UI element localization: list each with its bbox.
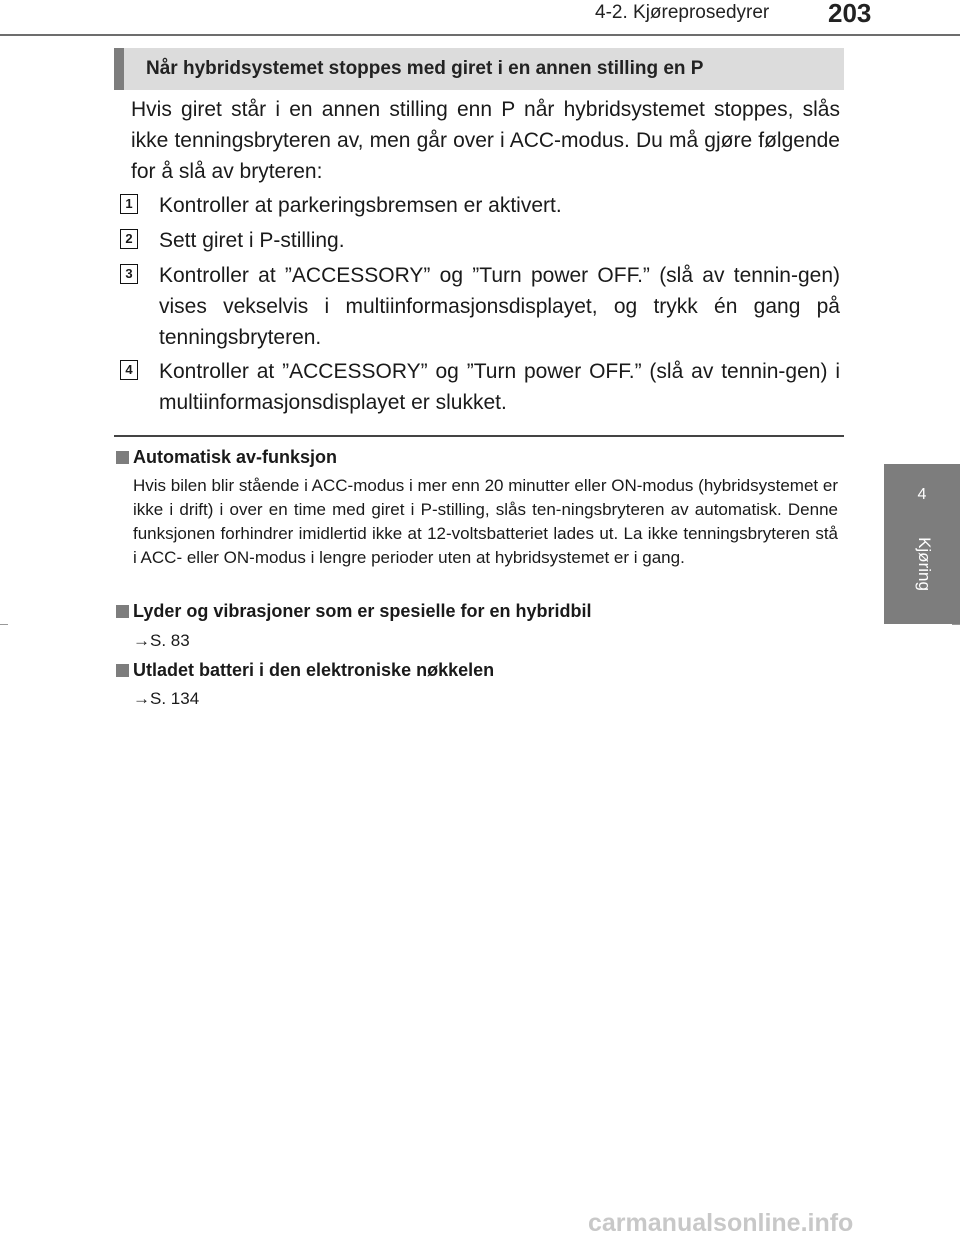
bullet-square-icon xyxy=(116,451,129,464)
section-title-bar xyxy=(114,48,844,90)
crop-mark-right xyxy=(952,624,960,625)
step-number-2: 2 xyxy=(120,229,138,249)
page-reference-link[interactable]: →S. 83 xyxy=(133,631,190,650)
bullet-square-icon xyxy=(116,605,129,618)
step-text-1: Kontroller at parkeringsbremsen er aktivert. xyxy=(159,194,562,217)
chapter-number: 4 xyxy=(917,486,927,503)
chapter-label: Kjøring xyxy=(915,537,934,591)
header-rule xyxy=(0,34,960,36)
note-body-auto-off: Hvis bilen blir stående i ACC-modus i mer enn 20 minutter eller ON-modus (hybridsystemet er ikke i drift) i over en time med giret i P-stilling, slås ten-ningsbryteren av automatisk. Denne funksjonen forhindrer imidlertid ikke at 12-voltsbatteriet lades ut. La ikke tenningsbryteren stå i ACC- eller ON-modus i lengre perioder uten at hybridsystemet er i gang. xyxy=(133,476,838,567)
page-number: 203 xyxy=(828,0,872,28)
section-title: Når hybridsystemet stoppes med giret i en annen stilling en P xyxy=(146,58,704,79)
step-text-4: Kontroller at ”ACCESSORY” og ”Turn power OFF.” (slå av tennin-gen) i multiinformasjonsdisplayet er slukket. xyxy=(159,360,840,414)
header-section-title: 4-2. Kjøreprosedyrer xyxy=(595,2,770,23)
step-text-3: Kontroller at ”ACCESSORY” og ”Turn power OFF.” (slå av tennin-gen) vises vekselvis i multiinformasjonsdisplayet, og trykk én gang på tenningsbryteren. xyxy=(159,264,840,349)
note-title-sounds: Lyder og vibrasjoner som er spesielle for en hybridbil xyxy=(133,601,592,621)
step-number-1: 1 xyxy=(120,194,138,214)
section-divider xyxy=(114,435,844,437)
watermark: carmanualsonline.info xyxy=(588,1209,854,1237)
step-number-4: 4 xyxy=(120,360,138,380)
bullet-square-icon xyxy=(116,664,129,677)
note-title-key-battery: Utladet batteri i den elektroniske nøkkelen xyxy=(133,660,495,680)
note-title-auto-off: Automatisk av-funksjon xyxy=(133,447,338,467)
crop-mark-left xyxy=(0,624,8,625)
page-reference-link[interactable]: →S. 134 xyxy=(133,689,200,708)
intro-paragraph: Hvis giret står i en annen stilling enn P når hybridsystemet stoppes, slås ikke tenningsbryteren av, men går over i ACC-modus. Du må gjøre følgende for å slå av bryteren: xyxy=(131,98,840,183)
step-text-2: Sett giret i P-stilling. xyxy=(159,229,345,252)
step-number-3: 3 xyxy=(120,264,138,284)
